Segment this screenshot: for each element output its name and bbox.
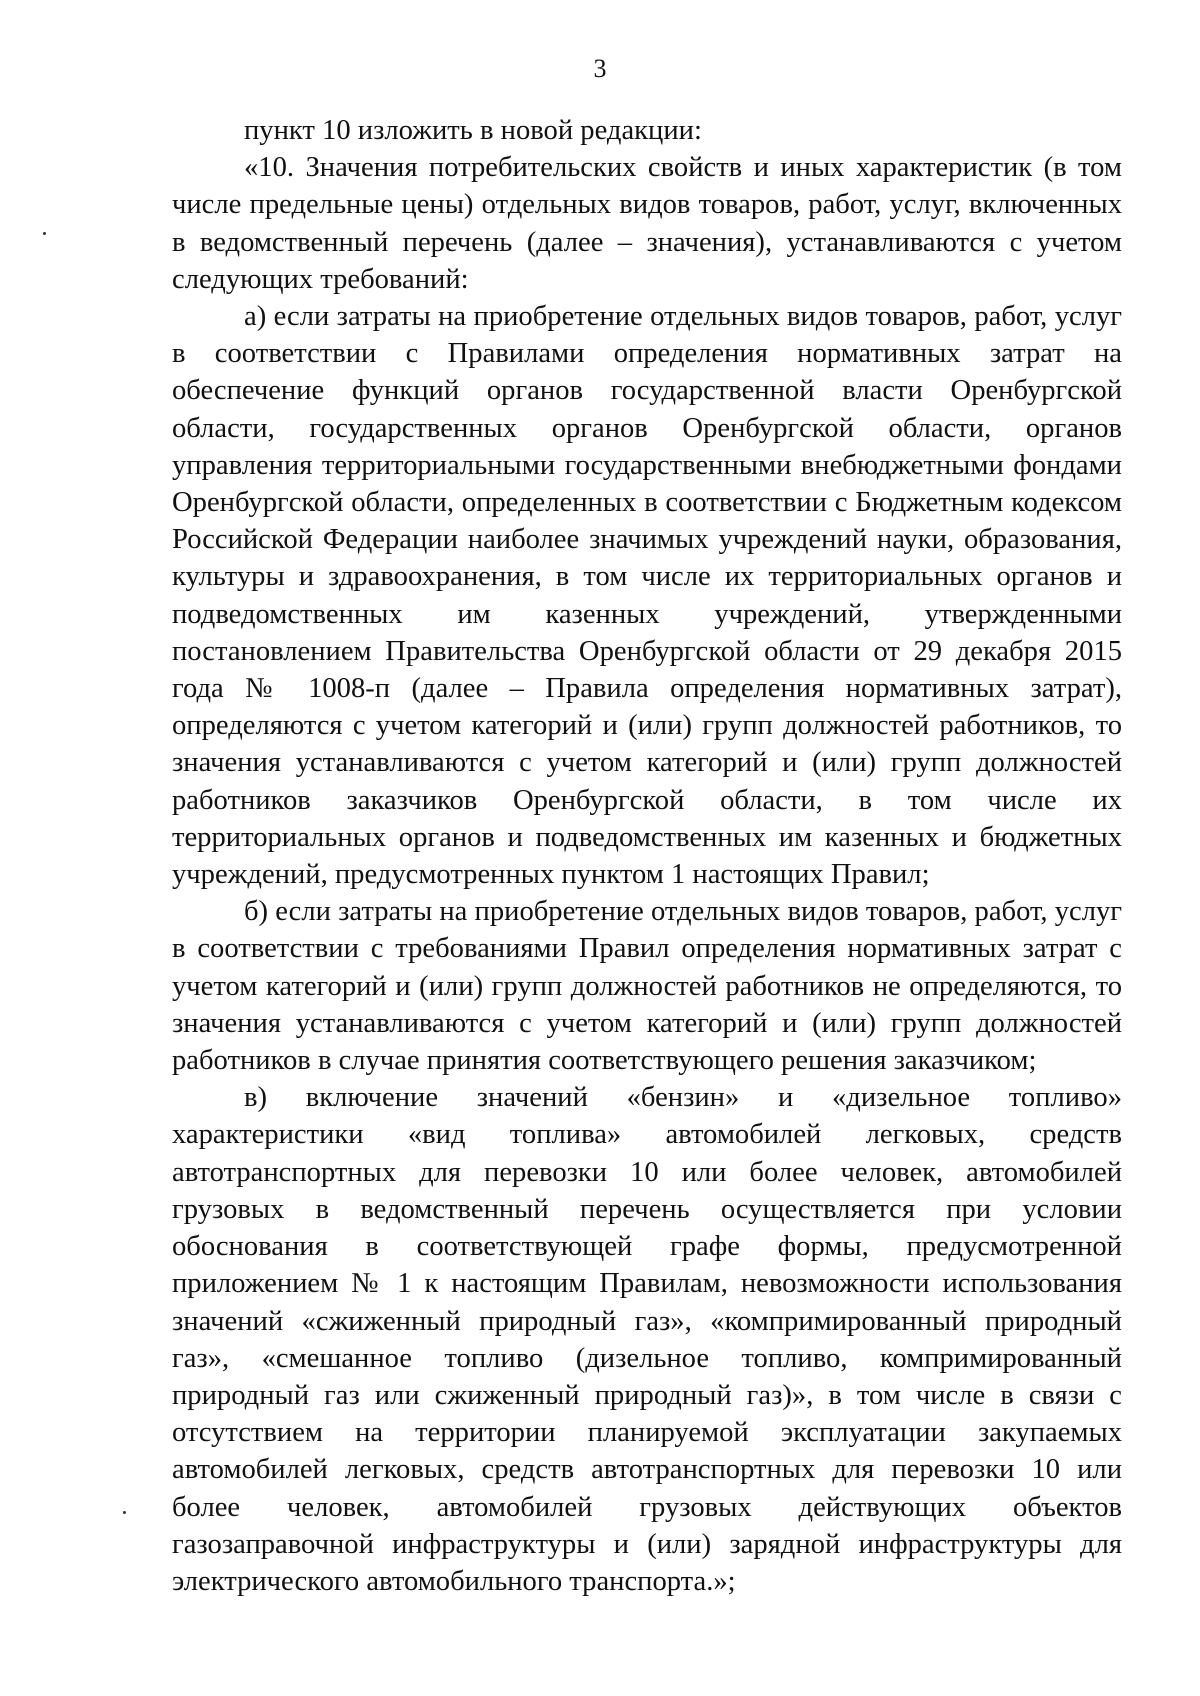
paragraph-subitem-v: в) включение значений «бензин» и «дизельное топливо» характеристики «вид топлива» автомобилей легковых, средств автотранспортных для перевозки 10 или более человек, автомобилей грузовых в ведомственный перечень осуществляется при условии обоснования в соответствующей графе формы, предусмотренной приложением № 1 к настоящим Правилам, невозможности использования значений «сжиженный природный газ», «компримированный природный газ», «смешанное топливо (дизельное топливо, компримированный природный газ или сжиженный природный газ)», в том числе в связи с отсутствием на территории планируемой эксплуатации закупаемых автомобилей легковых, средств автотранспортных для перевозки 10 или более человек, автомобилей грузовых действующих объектов газозаправочной инфраструктуры и (или) зарядной инфраструктуры для электрического автомобильного транспорта.»; (172, 1082, 1122, 1597)
document-body (172, 112, 1122, 1600)
paragraph-intro: пункт 10 изложить в новой редакции: (244, 115, 702, 146)
scan-speck (123, 1511, 126, 1514)
paragraph-item-10: «10. Значения потребительских свойств и иных характеристик (в том числе предельные цены) отдельных видов товаров, работ, услуг, включенных в ведомственный перечень (далее – значения), устанавливаются с учетом следующих требований: (172, 152, 1122, 295)
page-number: 3 (593, 54, 607, 83)
paragraph-subitem-b: б) если затраты на приобретение отдельных видов товаров, работ, услуг в соответствии с требованиями Правил определения нормативных затрат с учетом категорий и (или) групп должностей работников не определяются, то значения устанавливаются с учетом категорий и (или) групп должностей работников в случае принятия соответствующего решения заказчиком; (172, 896, 1122, 1077)
paragraph-subitem-a: а) если затраты на приобретение отдельных видов товаров, работ, услуг в соответствии с Правилами определения нормативных затрат на обеспечение функций органов государственной власти Оренбургской области, государственных органов Оренбургской области, органов управления территориальными государственными внебюджетными фондами Оренбургской области, определенных в соответствии с Бюджетным кодексом Российской Федерации наиболее значимых учреждений науки, образования, культуры и здравоохранения, в том числе их территориальных органов и подведомственных им казенных учреждений, утвержденными постановлением Правительства Оренбургской области от 29 декабря 2015 года № 1008-п (далее – Правила определения нормативных затрат), определяются с учетом категорий и (или) групп должностей работников, то значения устанавливаются с учетом категорий и (или) групп должностей работников заказчиков Оренбургской области, в том числе их территориальных органов и подведомственных им казенных и бюджетных учреждений, предусмотренных пунктом 1 настоящих Правил; (172, 301, 1122, 891)
scan-speck (43, 232, 46, 235)
